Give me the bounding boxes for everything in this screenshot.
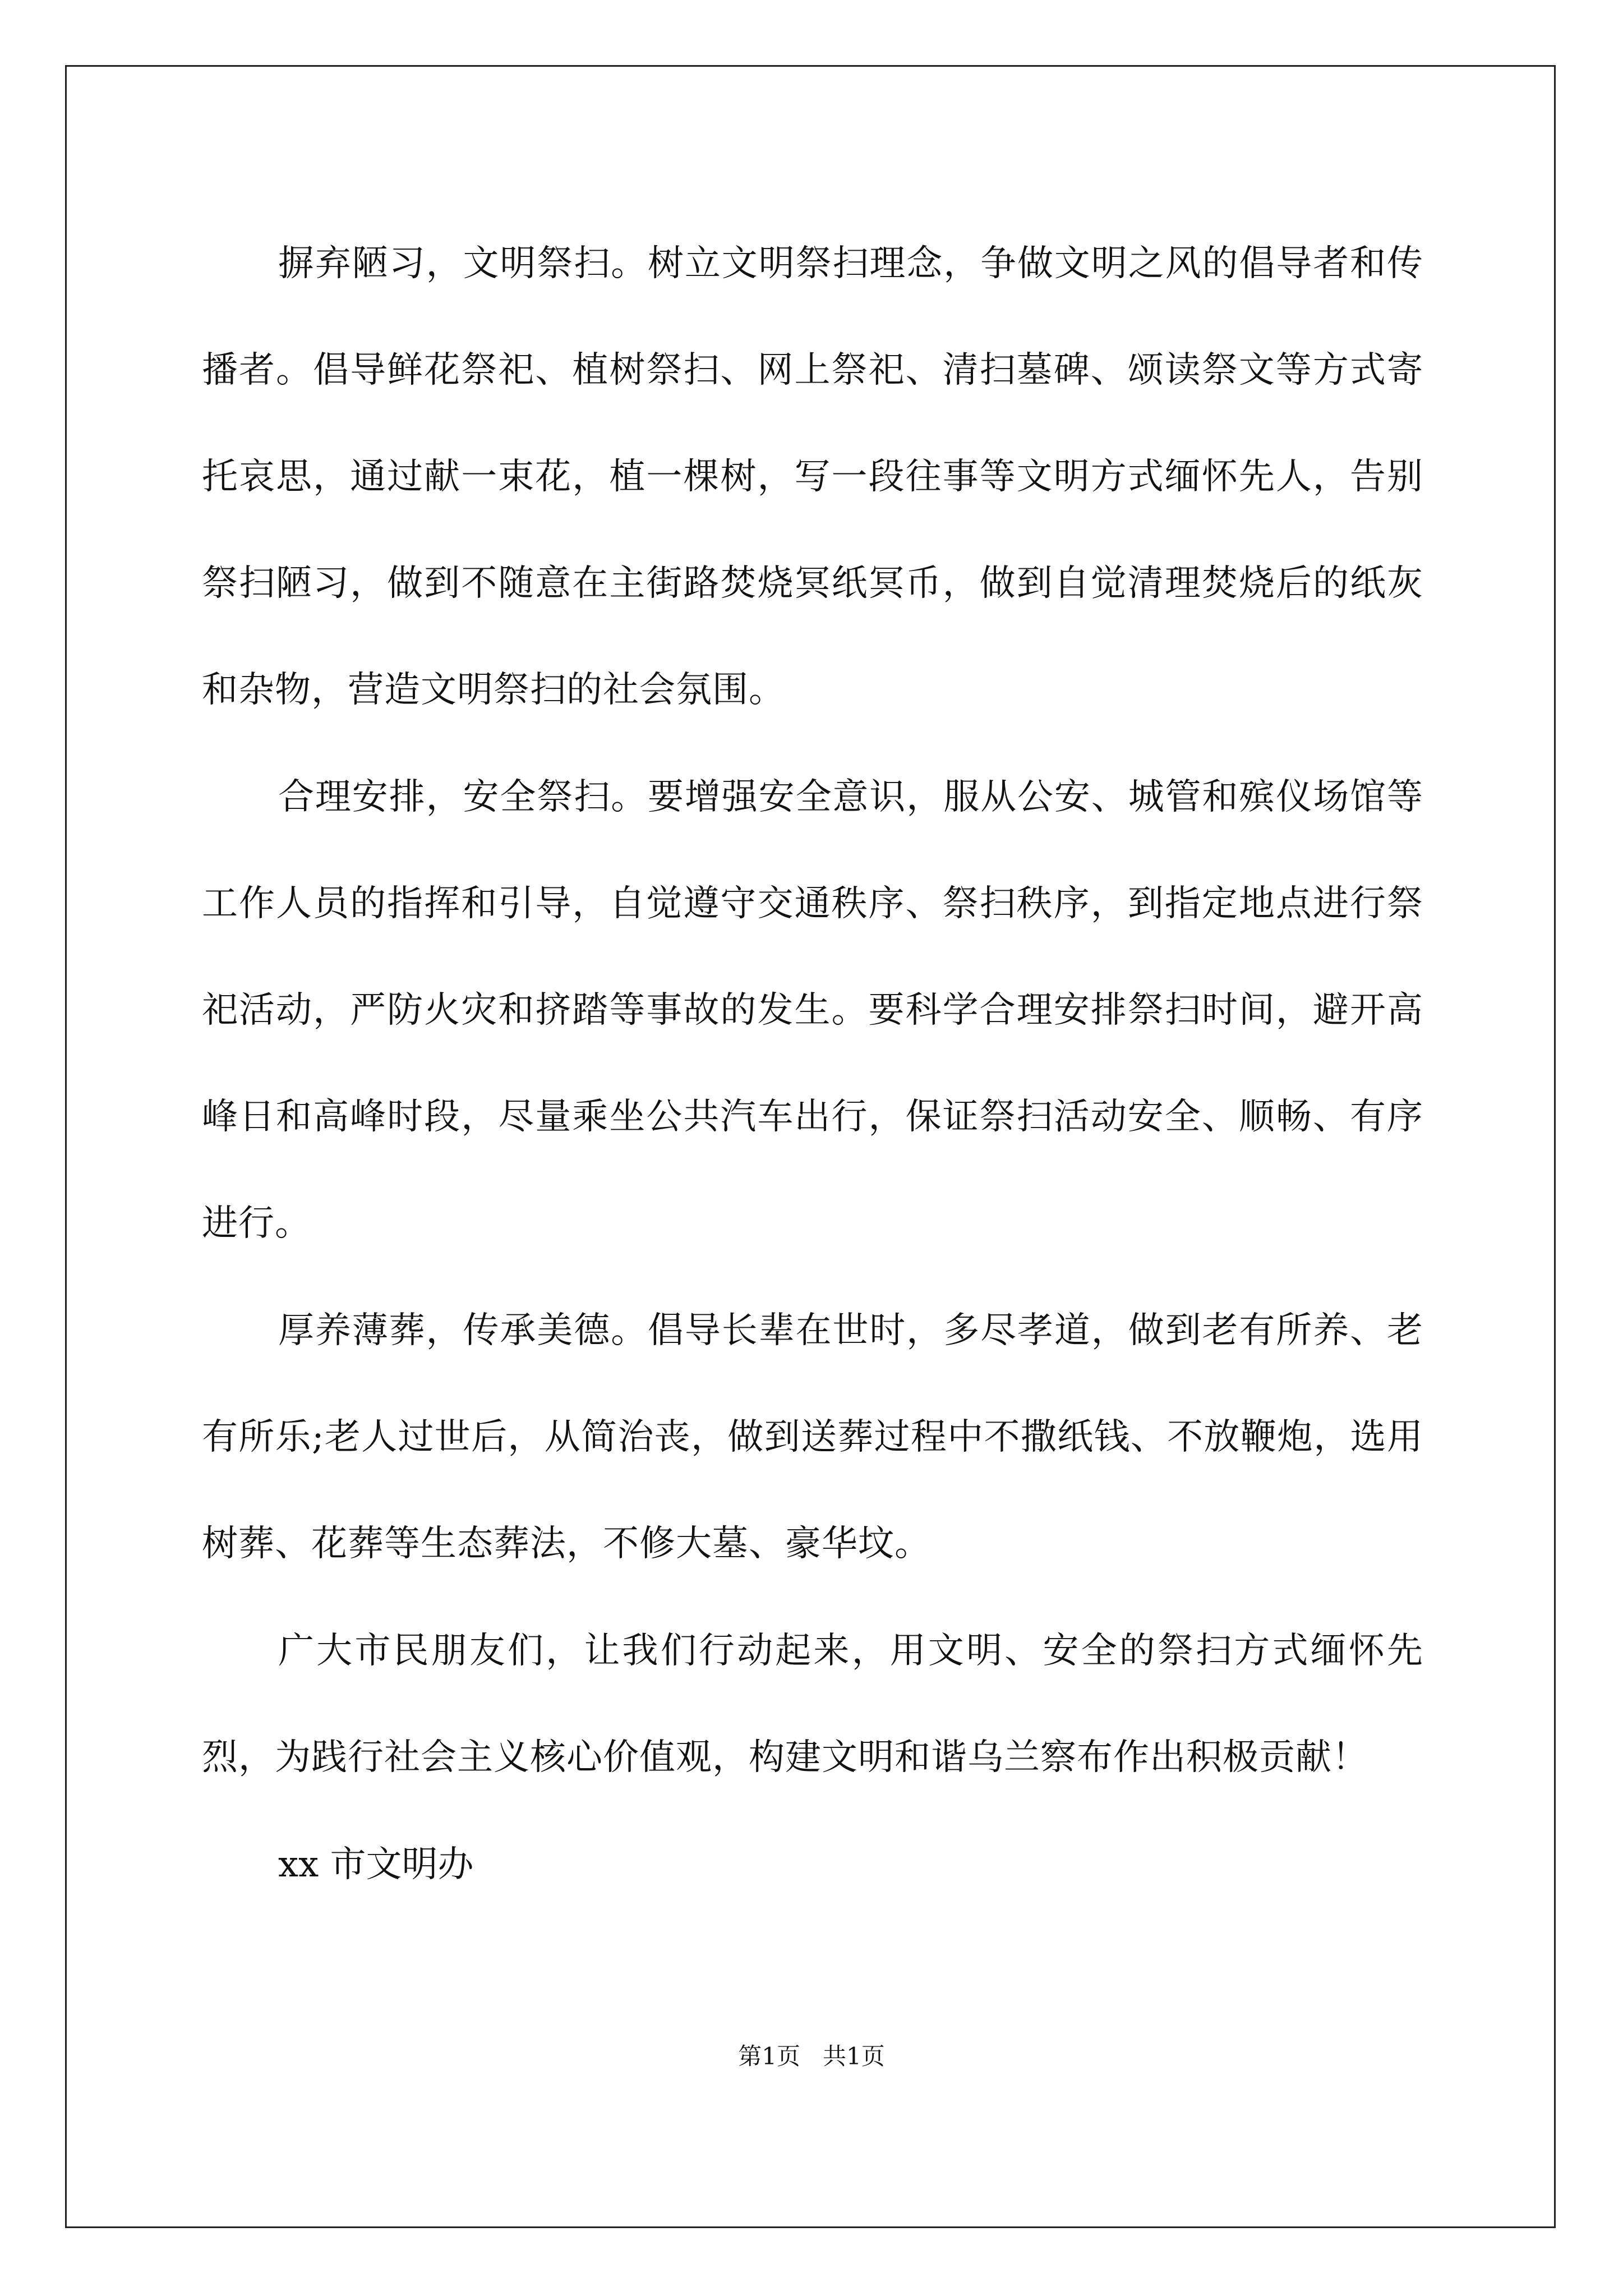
paragraph-civilized-sweeping: 摒弃陋习，文明祭扫。树立文明祭扫理念，争做文明之风的倡导者和传播者。倡导鲜花祭祀、植树祭扫、网上祭祀、清扫墓碑、颂读祭文等方式寄托哀思，通过献一束花，植一棵树，写一段往事等文明方式缅怀先人，告别祭扫陋习，做到不随意在主街路焚烧冥纸冥币，做到自觉清理焚烧后的纸灰和杂物，营造文明祭扫的社会氛围。 (202, 243, 1423, 711)
signature: xx 市文明办 (278, 1844, 474, 1885)
page-number-total: 共1页 (823, 2042, 885, 2070)
page-number-current: 第1页 (738, 2042, 800, 2070)
document-body (202, 210, 1423, 1918)
paragraph-safe-sweeping: 合理安排，安全祭扫。要增强安全意识，服从公安、城管和殡仪场馆等工作人员的指挥和引导，自觉遵守交通秩序、祭扫秩序，到指定地点进行祭祀活动，严防火灾和挤踏等事故的发生。要科学合理安排祭扫时间，避开高峰日和高峰时段，尽量乘坐公共汽车出行，保证祭扫活动安全、顺畅、有序进行。 (202, 776, 1423, 1244)
paragraph-simple-funeral: 厚养薄葬，传承美德。倡导长辈在世时，多尽孝道，做到老有所养、老有所乐;老人过世后，从简治丧，做到送葬过程中不撒纸钱、不放鞭炮，选用树葬、花葬等生态葬法，不修大墓、豪华坟。 (202, 1310, 1423, 1565)
paragraph-call-to-action: 广大市民朋友们，让我们行动起来，用文明、安全的祭扫方式缅怀先烈，为践行社会主义核心价值观，构建文明和谐乌兰察布作出积极贡献！ (202, 1630, 1423, 1778)
page-footer (0, 2040, 1623, 2073)
